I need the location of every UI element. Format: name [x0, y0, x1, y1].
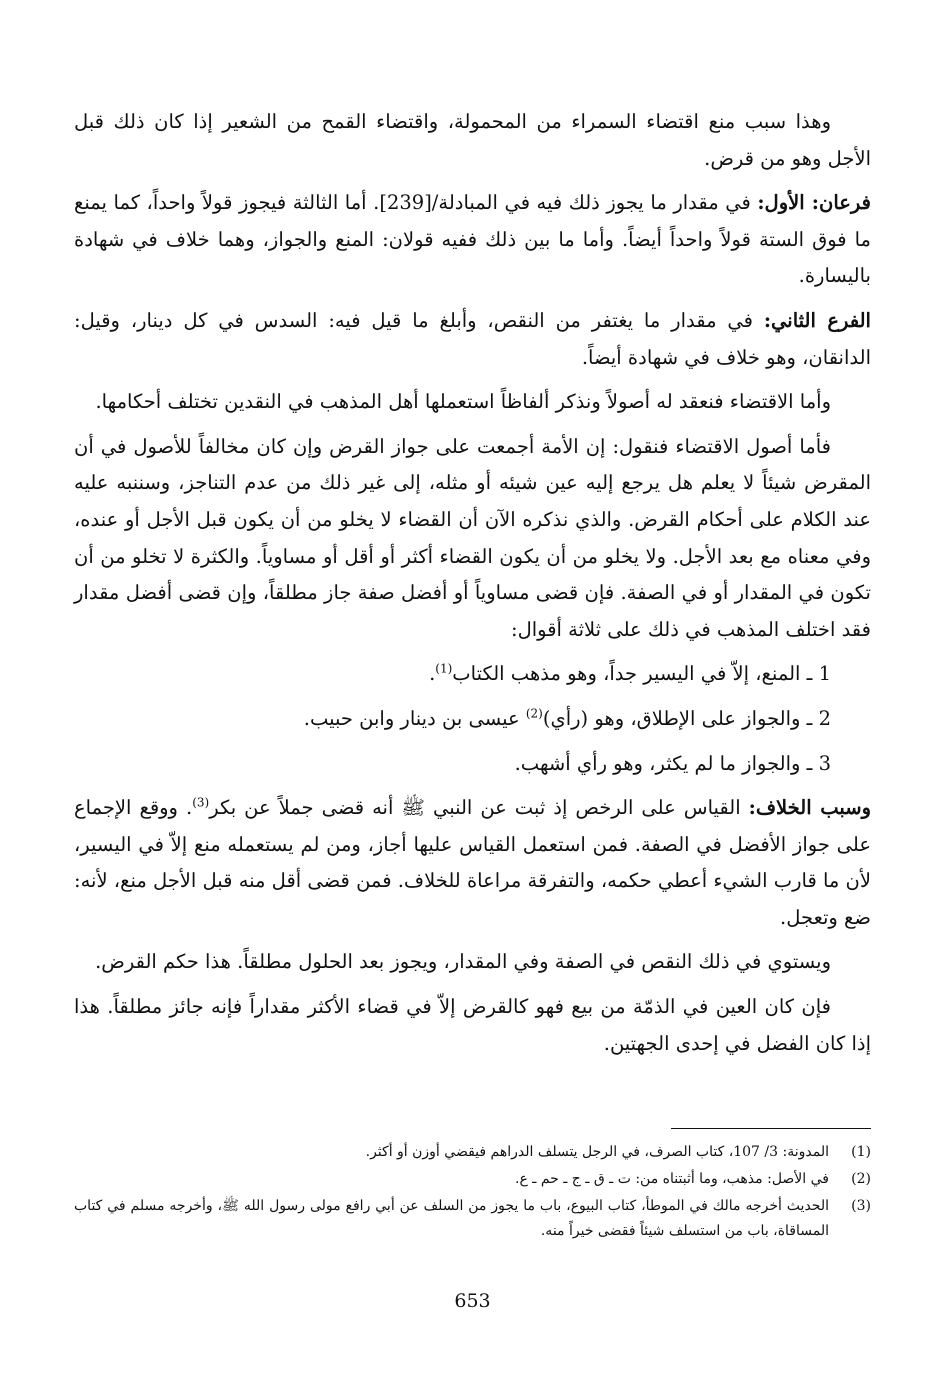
footnote-text: المدونة: 3/ 107، كتاب الصرف، في الرجل يتسلف الدراهم فيقضي أوزن أو أكثر. — [365, 1144, 829, 1160]
paragraph-3: الفرع الثاني: في مقدار ما يغتفر من النقص، وأبلغ ما قيل فيه: السدس في كل دينار، وقيل: الدانقان، وهو خلاف في شهادة أيضاً. — [74, 308, 871, 369]
section-lead-second-branch: الفرع الثاني: — [763, 308, 871, 332]
page-number: 653 — [454, 1290, 491, 1312]
footnote-number: (2) — [851, 1171, 871, 1187]
footnote-number: (3) — [851, 1198, 871, 1214]
list-item-3: 3 ـ والجواز ما لم يكثر، وهو رأي أشهب. — [514, 751, 831, 775]
footnotes — [74, 1140, 871, 1246]
paragraph-5: فأما أصول الاقتضاء فنقول: إن الأمة أجمعت على جواز القرض وإن كان مخالفاً للأصول في أن المقرض شيئاً لا يعلم هل يرجع إليه عين شيئه أو مثله، إلى غير ذلك من عدم التناجز، وسننبه عليه عند الكلام على أحكام القرض. والذي نذكره الآن أن القضاء لا يخلو من أن يكون قبل الأجل أو عنده، وفي معناه مع بعد الأجل. ولا يخلو من أن يكون القضاء أكثر أو أقل أو مساوياً. والكثرة لا تخلو من أن تكون في المقدار أو في الصفة. فإن قضى مساوياً أو أفضل صفة جاز مطلقاً، وإن قضى أفضل مقدار فقد اختلف المذهب في ذلك على ثلاثة أقوال: — [74, 434, 871, 641]
footnote-ref-1: (1) — [435, 661, 453, 676]
footnote-1 — [74, 1140, 871, 1165]
footnote-text: في الأصل: مذهب، وما أثبتناه من: ت ـ ق ـ ج ـ حم ـ ع. — [515, 1171, 829, 1187]
paragraph-4: وأما الاقتضاء فنعقد له أصولاً ونذكر ألفاظاً استعملها أهل المذهب في النقدين تختلف أحكامها. — [95, 390, 831, 414]
section-lead-two-branches: فرعان: الأول: — [757, 191, 871, 215]
paragraph-1: وهذا سبب منع اقتضاء السمراء من المحمولة، واقتضاء القمح من الشعير إذا كان ذلك قبل الأجل وهو من قرض. — [74, 110, 871, 170]
paragraph-6: وسبب الخلاف: القياس على الرخص إذ ثبت عن النبي ﷺ أنه قضى جملاً عن بكر$^{(3)}$. ووقع الإجماع على جواز الأفضل في الصفة. فمن استعمل القياس عليها أجاز، ومن لم يستعمله منع إلاّ في اليسير، لأن ما قارب الشيء أعطي حكمه، والتفرقة مراعاة للخلاف. فمن قضى أقل منه قبل الأجل منع، لأنه: ضع وتعجل. — [74, 795, 871, 929]
list-item-2: 2 ـ والجواز على الإطلاق، وهو (رأي)$^{(2)}$ عيسى بن دينار وابن حبيب. — [303, 706, 831, 730]
section-lead-reason: وسبب الخلاف: — [748, 796, 871, 820]
footnote-ref-3: (3) — [192, 795, 210, 810]
footnote-ref-2: (2) — [525, 706, 543, 721]
footnote-number: (1) — [851, 1144, 871, 1160]
footnote-2 — [74, 1167, 871, 1192]
paragraph-7: ويستوي في ذلك النقص في الصفة وفي المقدار، ويجوز بعد الحلول مطلقاً. هذا حكم القرض. — [95, 950, 831, 974]
footnote-text: الحديث أخرجه مالك في الموطأ، كتاب البيوع، باب ما يجوز من السلف عن أبي رافع مولى رسول الله ﷺ، وأخرجه مسلم في كتاب المساقاة، باب من استسلف شيئاً فقضى خيراً منه. — [74, 1198, 829, 1239]
footnote-3 — [74, 1194, 871, 1244]
list-item-1: 1 ـ المنع، إلاّ في اليسير جداً، وهو مذهب الكتاب$^{(1)}$. — [429, 661, 831, 686]
paragraph-2: فرعان: الأول: في مقدار ما يجوز ذلك فيه في المبادلة/[239]. أما الثالثة فيجوز قولاً واحداً، كما يمنع ما فوق الستة قولاً واحداً أيضاً. وأما ما بين ذلك ففيه قولان: المنع والجواز، وهما خلاف في شهادة باليسارة. — [74, 191, 871, 288]
footnote-separator — [671, 1128, 871, 1129]
paragraph-8: فإن كان العين في الذمّة من بيع فهو كالقرض إلاّ في قضاء الأكثر مقداراً فإنه جائز مطلقاً. هذا إذا كان الفضل في إحدى الجهتين. — [74, 995, 871, 1055]
